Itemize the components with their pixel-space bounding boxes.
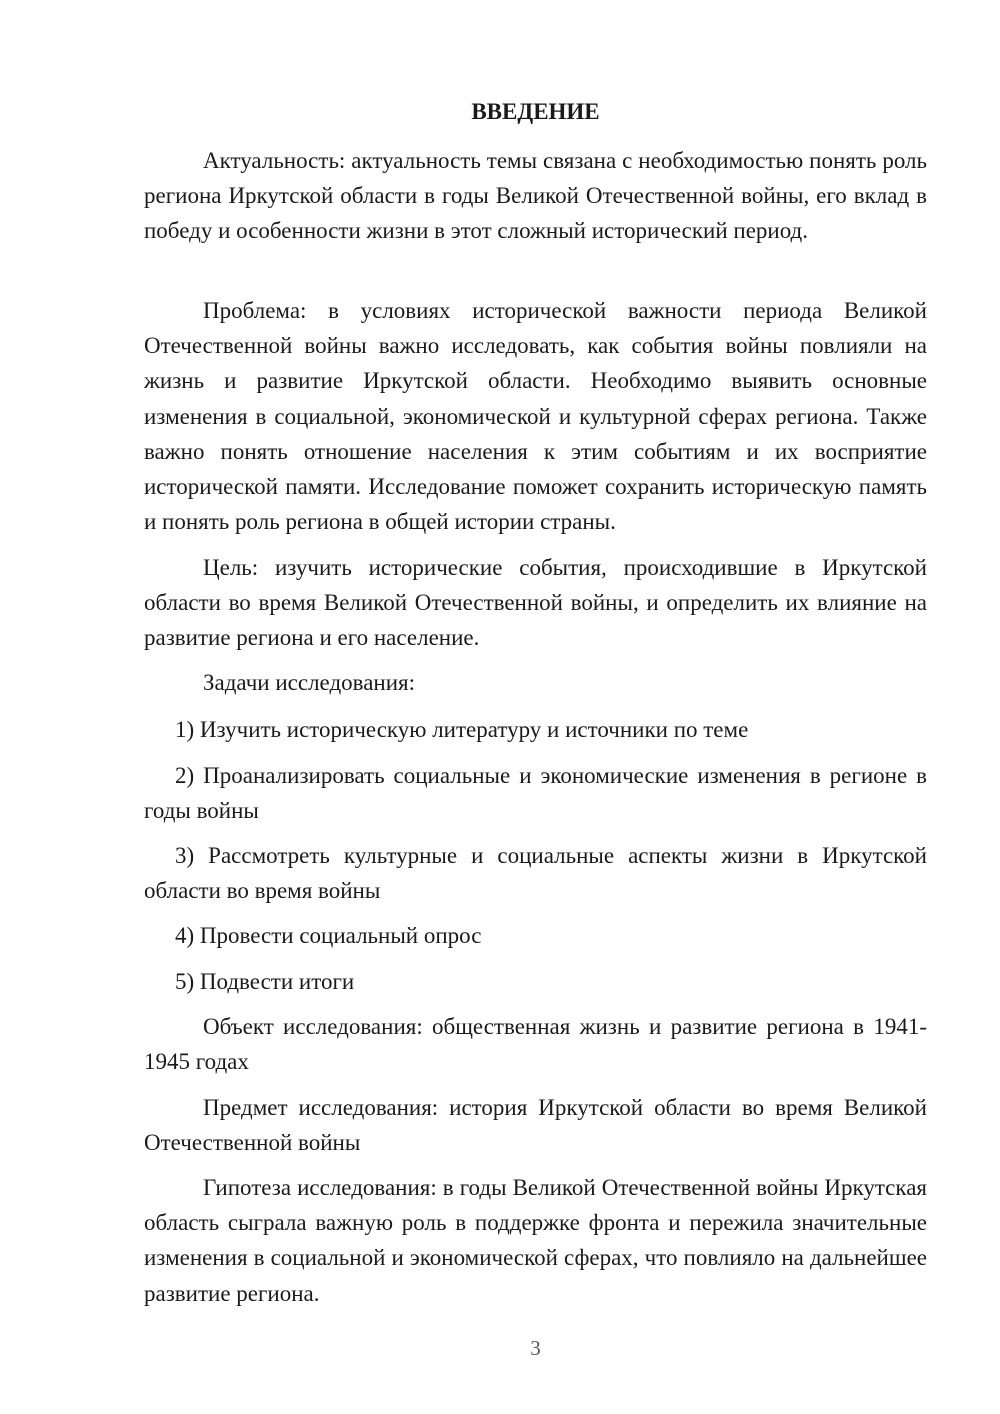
paragraph-problem: Проблема: в условиях исторической важности периода Великой Отечественной войны важно исследовать, как события войны повлияли на жизнь и развитие Иркутской области. Необходимо выявить основные изменения в социальной, экономической и культурной сферах региона. Также важно понять отношение населения к этим событиям и их восприятие исторической памяти. Исследование поможет сохранить историческую память и понять роль региона в общей истории страны. xyxy=(144,298,927,535)
page-number: 3 xyxy=(530,1336,541,1360)
task-item: 5) Подвести итоги xyxy=(175,969,355,994)
task-item: 3) Рассмотреть культурные и социальные аспекты жизни в Иркутской области во время войны xyxy=(144,843,927,904)
page-title: ВВЕДЕНИЕ xyxy=(471,99,600,124)
document-page xyxy=(144,0,927,1414)
paragraph-hypothesis: Гипотеза исследования: в годы Великой Отечественной войны Иркутская область сыграла важную роль в поддержке фронта и пережила значительные изменения в социальной и экономической сферах, что повлияло на дальнейшее развитие региона. xyxy=(144,1175,927,1306)
paragraph-relevance: Актуальность: актуальность темы связана с необходимостью понять роль региона Иркутской области в годы Великой Отечественной войны, его вклад в победу и особенности жизни в этот сложный исторический период. xyxy=(144,148,927,244)
task-item: 1) Изучить историческую литературу и источники по теме xyxy=(175,717,749,742)
paragraph-subject: Предмет исследования: история Иркутской области во время Великой Отечественной войны xyxy=(144,1095,927,1156)
task-item: 4) Провести социальный опрос xyxy=(175,923,482,948)
paragraph-object: Объект исследования: общественная жизнь и развитие региона в 1941-1945 годах xyxy=(144,1014,927,1075)
task-item: 2) Проанализировать социальные и экономические изменения в регионе в годы войны xyxy=(144,763,927,824)
paragraph-goal: Цель: изучить исторические события, происходившие в Иркутской области во время Великой Отечественной войны, и определить их влияние на развитие региона и его население. xyxy=(144,555,927,651)
paragraph-tasks-heading: Задачи исследования: xyxy=(203,670,416,695)
